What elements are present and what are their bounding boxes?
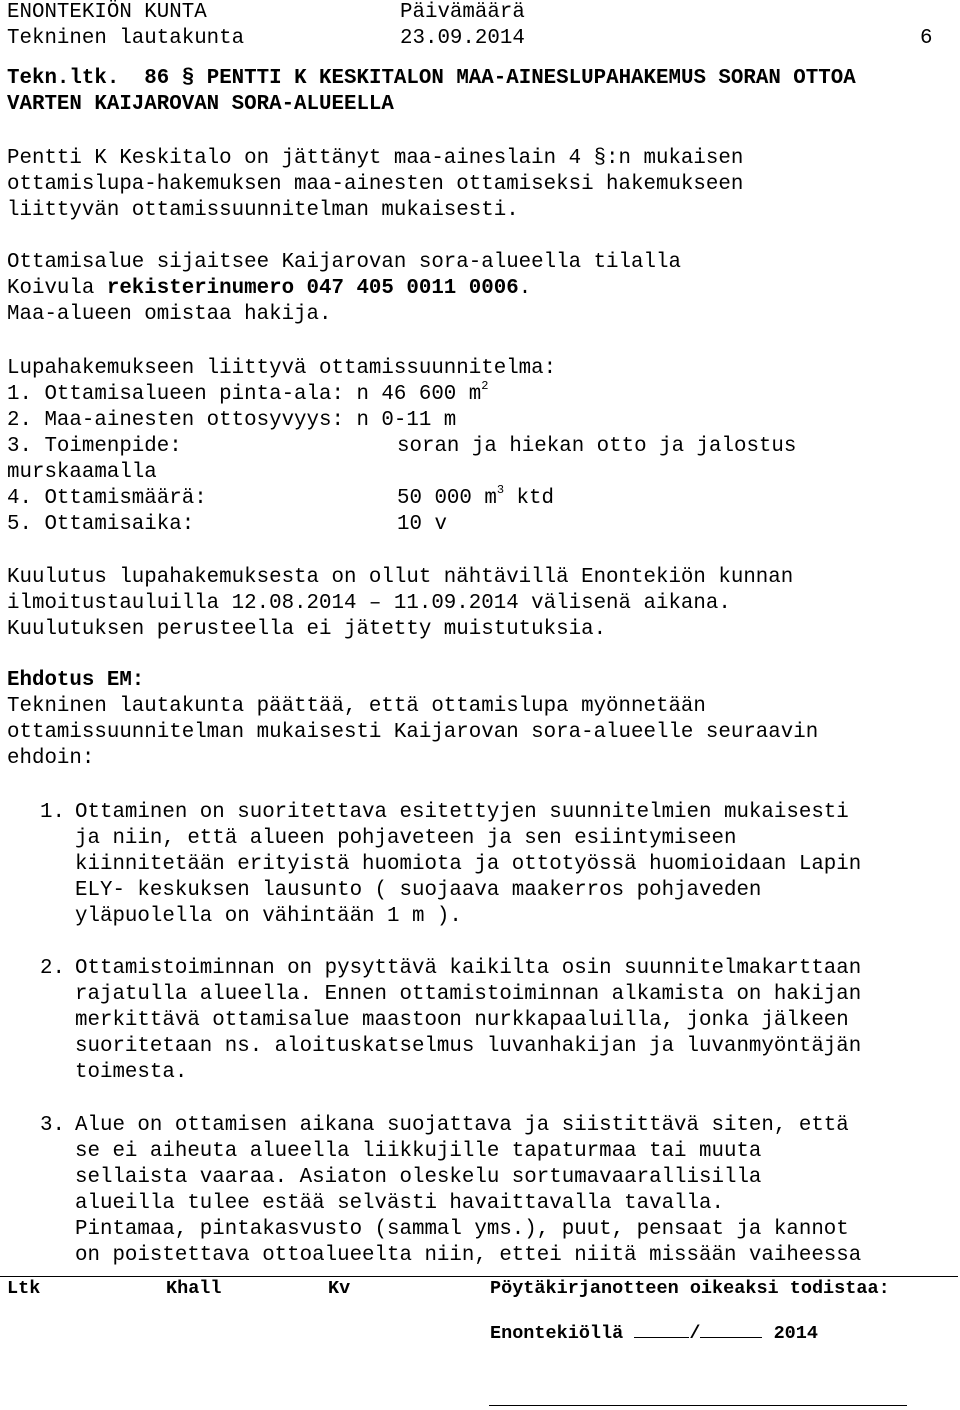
- plan-item-2: 2. Maa-ainesten ottosyvyys: n 0-11 m: [7, 409, 457, 432]
- section-title-line1: PENTTI K KESKITALON MAA-AINESLUPAHAKEMUS SORAN OTTOA: [206, 67, 856, 90]
- proposal-line: Tekninen lautakunta päättää, että ottamislupa myönnetään: [7, 695, 706, 718]
- condition-number: 2.: [40, 957, 65, 980]
- signature-line: [489, 1405, 907, 1406]
- condition-text: Ottaminen on suoritettava esitettyjen suunnitelmien mukaisesti ja niin, että alueen pohjaveteen ja sen esiintymiseen kiinnitetään erityistä huomiota ja ottotyössä huomioidaan Lapin ELY- keskuksen lausunto ( suojaava maakerros pohjaveden yläpuolella on vähintään 1 m ).: [75, 801, 862, 928]
- header-date-label: Päivämäärä: [400, 1, 525, 24]
- location-paragraph: [7, 250, 681, 328]
- header-municipality: ENONTEKIÖN KUNTA: [7, 1, 207, 24]
- footer-place-date: Enontekiöllä / 2014: [490, 1323, 818, 1344]
- proposal-heading: Ehdotus EM:: [7, 669, 145, 692]
- month-blank: [700, 1321, 762, 1338]
- announcement-line: ilmoitustauluilla 12.08.2014 – 11.09.2014 välisenä aikana.: [7, 592, 731, 615]
- intro-line: Pentti K Keskitalo on jättänyt maa-aineslain 4 §:n mukaisen: [7, 147, 744, 170]
- plan-item-3-value: soran ja hiekan otto ja jalostus: [397, 435, 797, 458]
- location-line: Ottamisalue sijaitsee Kaijarovan sora-alueella tilalla: [7, 251, 681, 274]
- plan-item-4-value: 50 000 $m^3$ ktd: [397, 483, 554, 510]
- footer-ltk: Ltk: [7, 1278, 41, 1299]
- plan-item-1: 1. Ottamisalueen pinta-ala: n 46 600 $m^2$: [7, 379, 489, 406]
- header-page-number: 6: [920, 27, 933, 50]
- header-board: Tekninen lautakunta: [7, 27, 245, 50]
- condition-number: 1.: [40, 801, 65, 824]
- day-blank: [634, 1321, 689, 1338]
- location-period: .: [518, 277, 532, 300]
- condition-text: Ottamistoiminnan on pysyttävä kaikilta osin suunnitelmakarttaan rajatulla alueella. Ennen ottamistoiminnan alkamista on hakijan merkittävä ottamisalue maastoon nurkkapaaluilla, jonka jälkeen suoritetaan ns. aloituskatselmus luvanhakijan ja luvanmyöntäjän toimesta.: [75, 957, 862, 1084]
- plan-heading: Lupahakemukseen liittyvä ottamissuunnitelma:: [7, 357, 557, 380]
- announcement-line: Kuulutus lupahakemuksesta on ollut nähtävillä Enontekiön kunnan: [7, 566, 794, 589]
- intro-line: ottamislupa-hakemuksen maa-ainesten ottamiseksi hakemukseen: [7, 173, 744, 196]
- intro-paragraph: [7, 146, 743, 224]
- plan-item-3-label: 3. Toimenpide:: [7, 435, 182, 458]
- plan-item-5-label: 5. Ottamisaika:: [7, 513, 195, 536]
- property-registration-number: rekisterinumero 047 405 0011 0006: [106, 277, 519, 300]
- header-date: 23.09.2014: [400, 27, 525, 50]
- section-number: 86: [144, 67, 170, 90]
- footer-certify: Pöytäkirjanotteen oikeaksi todistaa:: [490, 1278, 890, 1299]
- proposal-paragraph: [7, 694, 818, 772]
- location-line: Koivula: [7, 277, 107, 300]
- announcement-paragraph: [7, 565, 793, 643]
- footer-divider: [0, 1276, 958, 1277]
- section-symbol: §: [181, 67, 195, 90]
- footer-khall: Khall: [166, 1278, 222, 1299]
- plan-item-3-continued: murskaamalla: [7, 461, 157, 484]
- section-title-line2: VARTEN KAIJAROVAN SORA-ALUEELLA: [7, 93, 394, 116]
- plan-item-4-label: 4. Ottamismäärä:: [7, 487, 207, 510]
- footer-kv: Kv: [328, 1278, 351, 1299]
- section-prefix: Tekn.ltk.: [7, 67, 120, 90]
- announcement-line: Kuulutuksen perusteella ei jätetty muistutuksia.: [7, 618, 607, 641]
- section-title: [7, 66, 856, 118]
- condition-number: 3.: [40, 1114, 65, 1137]
- location-line: Maa-alueen omistaa hakija.: [7, 303, 332, 326]
- proposal-line: ehdoin:: [7, 747, 95, 770]
- plan-item-5-value: 10 v: [397, 513, 447, 536]
- condition-text: Alue on ottamisen aikana suojattava ja siistittävä siten, että se ei aiheuta alueella liikkujille tapaturmaa tai muuta sellaista vaaraa. Asiaton oleskelu sortumavaarallisilla alueilla tulee estää selvästi havaittavalla tavalla. Pintamaa, pintakasvusto (sammal yms.), puut, pensaat ja kannot on poistettava ottoalueelta niin, ettei niitä missään vaiheessa: [75, 1114, 862, 1267]
- proposal-line: ottamissuunnitelman mukaisesti Kaijarovan sora-alueelle seuraavin: [7, 721, 819, 744]
- intro-line: liittyvän ottamissuunnitelman mukaisesti.: [7, 199, 519, 222]
